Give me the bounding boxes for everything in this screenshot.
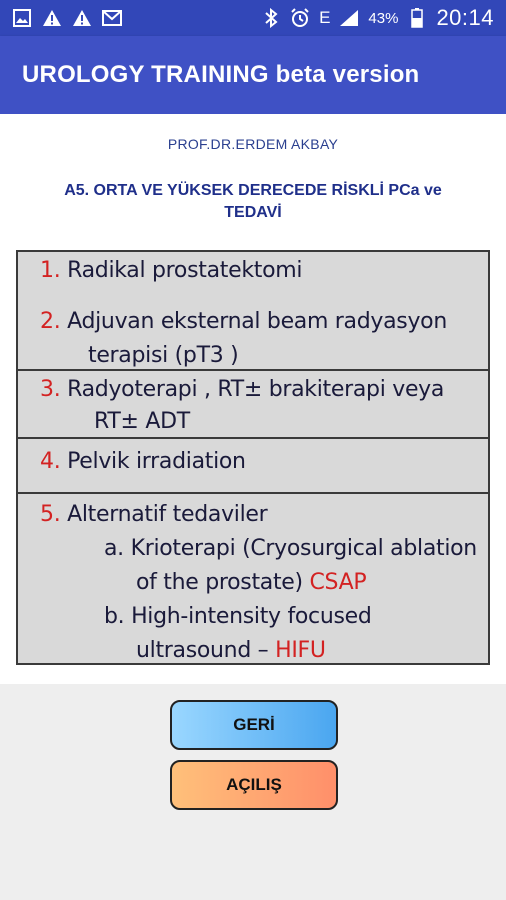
list-item: 2. Adjuvan eksternal beam radyasyon <box>40 309 447 334</box>
app-bar <box>0 36 506 114</box>
author-label: PROF.DR.ERDEM AKBAY <box>167 136 339 152</box>
home-button[interactable]: AÇILIŞ <box>170 760 338 810</box>
sub-item-continuation: of the prostate) CSAP <box>136 570 367 595</box>
battery-icon <box>407 8 427 28</box>
slide-section-1 <box>18 252 488 371</box>
sub-item: b. High-intensity focused <box>104 604 372 629</box>
list-item: 5. Alternatif tedaviler <box>40 502 268 527</box>
slide-image <box>0 242 506 684</box>
sub-item-continuation: ultrasound – HIFU <box>136 638 326 663</box>
warning-icon <box>72 8 92 28</box>
network-type-label: E <box>319 8 331 27</box>
list-item: 4. Pelvik irradiation <box>40 449 246 474</box>
app-title: UROLOGY TRAINING beta version <box>22 61 420 88</box>
mail-icon <box>102 8 122 28</box>
signal-icon <box>339 8 359 28</box>
bluetooth-icon <box>261 8 281 28</box>
list-item: 1. Radikal prostatektomi <box>40 258 303 283</box>
slide-section-3 <box>18 439 488 494</box>
list-item: 3. Radyoterapi , RT± brakiterapi veya <box>40 377 445 402</box>
warning-icon <box>42 8 62 28</box>
list-item-continuation: terapisi (pT3 ) <box>88 343 239 368</box>
clock: 20:14 <box>436 5 494 30</box>
battery-percent: 43% <box>368 9 399 27</box>
sub-item: a. Krioterapi (Cryosurgical ablation <box>104 536 477 561</box>
slide-section-2 <box>18 371 488 439</box>
status-bar <box>0 0 506 36</box>
image-icon <box>12 8 32 28</box>
back-button[interactable]: GERİ <box>170 700 338 750</box>
slide-table <box>16 250 490 665</box>
slide-section-4 <box>18 494 488 665</box>
alarm-icon <box>290 8 310 28</box>
page-title: A5. ORTA VE YÜKSEK DERECEDE RİSKLİ PCa ve TEDAVİ <box>64 182 442 221</box>
page-header <box>0 114 506 242</box>
button-area <box>0 684 506 900</box>
list-item-continuation: RT± ADT <box>94 409 190 434</box>
